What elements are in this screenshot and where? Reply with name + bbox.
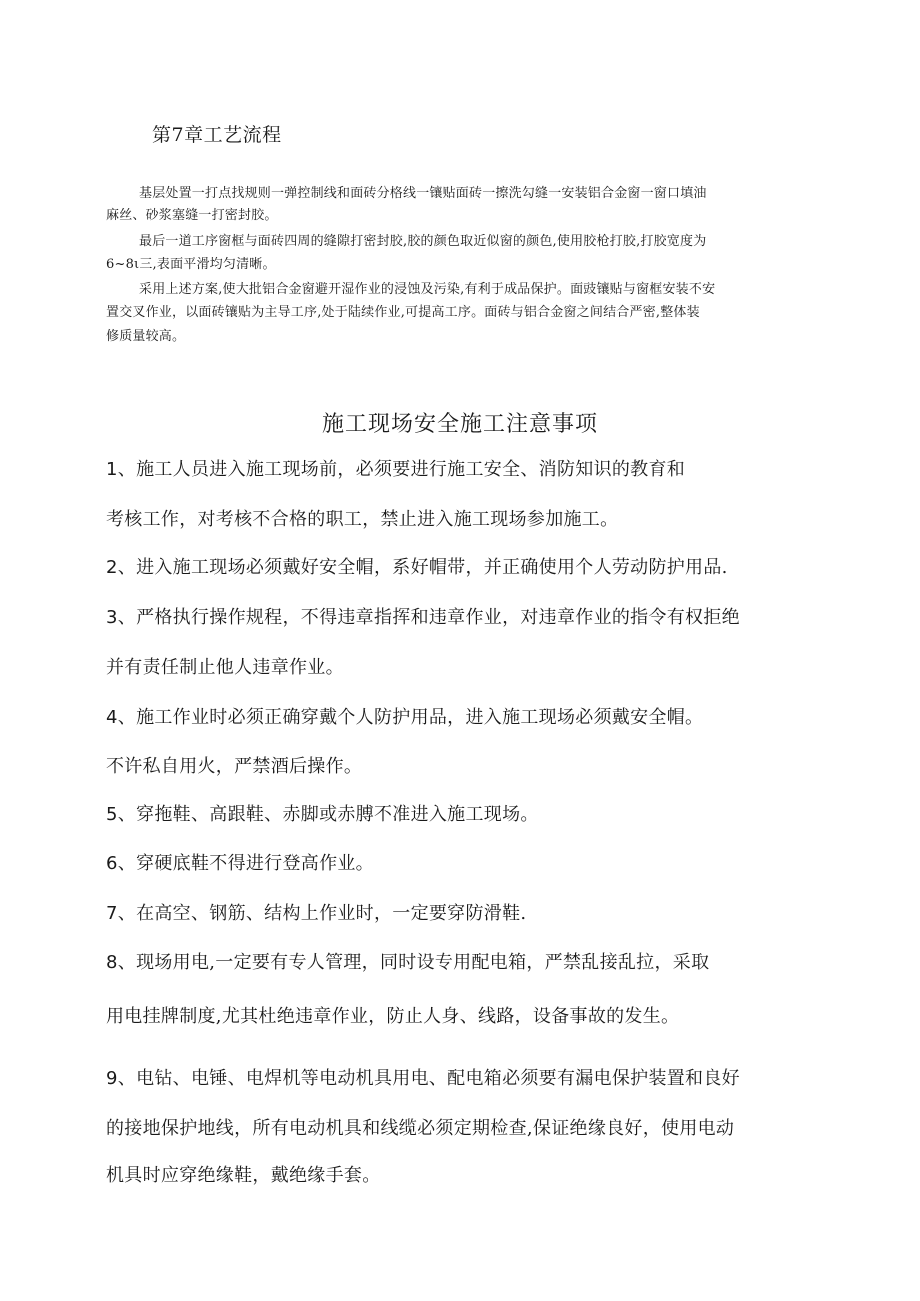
item-text: 并有责任制止他人违章作业。 — [106, 657, 344, 678]
item-number: 9 — [106, 1068, 118, 1089]
item-text: 、施工人员进入施工现场前，必须要进行施工安全、消防知识的教育和 — [117, 459, 686, 480]
item-text: 、在高空、钢筋、结构上作业时，一定要穿防滑鞋. — [117, 903, 527, 924]
safety-line — [106, 951, 709, 975]
safety-line — [106, 1164, 381, 1188]
item-text: 、穿拖鞋、高跟鞋、赤脚或赤膊不准进入施工现场。 — [117, 804, 539, 825]
section-title: 施工现场安全施工注意事项 — [321, 412, 598, 437]
item-number: 5 — [106, 804, 118, 825]
item-text: 用电挂牌制度,尤其杜绝违章作业，防止人身、线路，设备事故的发生。 — [106, 1006, 680, 1027]
safety-line — [106, 1067, 740, 1091]
safety-line — [106, 852, 374, 876]
safety-line — [106, 656, 344, 680]
item-number: 3 — [106, 607, 118, 628]
safety-line — [106, 1005, 679, 1029]
safety-line — [106, 803, 539, 827]
item-number: 6 — [106, 853, 118, 874]
safety-line — [106, 458, 685, 482]
item-text: 、穿硬底鞋不得进行登高作业。 — [117, 853, 374, 874]
process-line: 置交叉作业，以面砖镶贴为主导工序,处于陆续作业,可提高工序。面砖与铝合金窗之间结合严密,整体装 — [106, 305, 700, 320]
safety-line — [106, 508, 618, 532]
item-number: 7 — [106, 903, 118, 924]
safety-line — [106, 1117, 734, 1141]
item-text: 、电钻、电锤、电焊机等电动机具用电、配电箱必须要有漏电保护装置和良好 — [117, 1068, 740, 1089]
item-text: 考核工作，对考核不合格的职工，禁止进入施工现场参加施工。 — [106, 509, 619, 530]
item-text: 、施工作业时必须正确穿戴个人防护用品，进入施工现场必须戴安全帽。 — [117, 707, 704, 728]
item-text: 、现场用电,一定要有专人管理，同时设专用配电箱，严禁乱接乱拉，采取 — [117, 952, 710, 973]
process-line: 基层处置一打点找规则一弹控制线和面砖分格线一镶贴面砖一擦洗勾缝一安装铝合金窗一窗口填油 — [139, 186, 707, 201]
item-text: 、严格执行操作规程，不得违章指挥和违章作业，对违章作业的指令有权拒绝 — [117, 607, 740, 628]
process-line: 采用上述方案,使大批铝合金窗避开湿作业的浸蚀及污染,有利于成品保护。面豉镶贴与窗框安装不安 — [139, 282, 716, 297]
item-text: 机具时应穿绝缘鞋，戴绝缘手套。 — [106, 1165, 381, 1186]
item-text: 的接地保护地线，所有电动机具和线缆必须定期检查,保证绝缘良好，使用电动 — [106, 1118, 735, 1139]
safety-line — [106, 902, 526, 926]
item-text: 不许私自用火，严禁酒后操作。 — [106, 756, 363, 777]
item-number: 8 — [106, 952, 118, 973]
process-line: 最后一道工序窗框与面砖四周的缝隙打密封胶,胶的颜色取近似窗的颜色,使用胶枪打胶,打胶宽度为 — [139, 234, 707, 249]
process-line: 6~8ι三,表面平滑均匀清晰。 — [106, 257, 276, 272]
safety-line — [106, 556, 728, 580]
item-text: 、进入施工现场必须戴好安全帽，系好帽带，并正确使用个人劳动防护用品. — [117, 557, 728, 578]
safety-line — [106, 606, 740, 630]
item-number: 1 — [106, 459, 118, 480]
chapter-title: 第7章工艺流程 — [152, 124, 282, 146]
safety-line — [106, 706, 703, 730]
process-line: 麻丝、砂浆塞缝一打密封胶。 — [106, 208, 278, 223]
item-number: 4 — [106, 707, 118, 728]
item-number: 2 — [106, 557, 118, 578]
process-line: 修质量较高。 — [106, 329, 186, 344]
safety-line — [106, 755, 362, 779]
